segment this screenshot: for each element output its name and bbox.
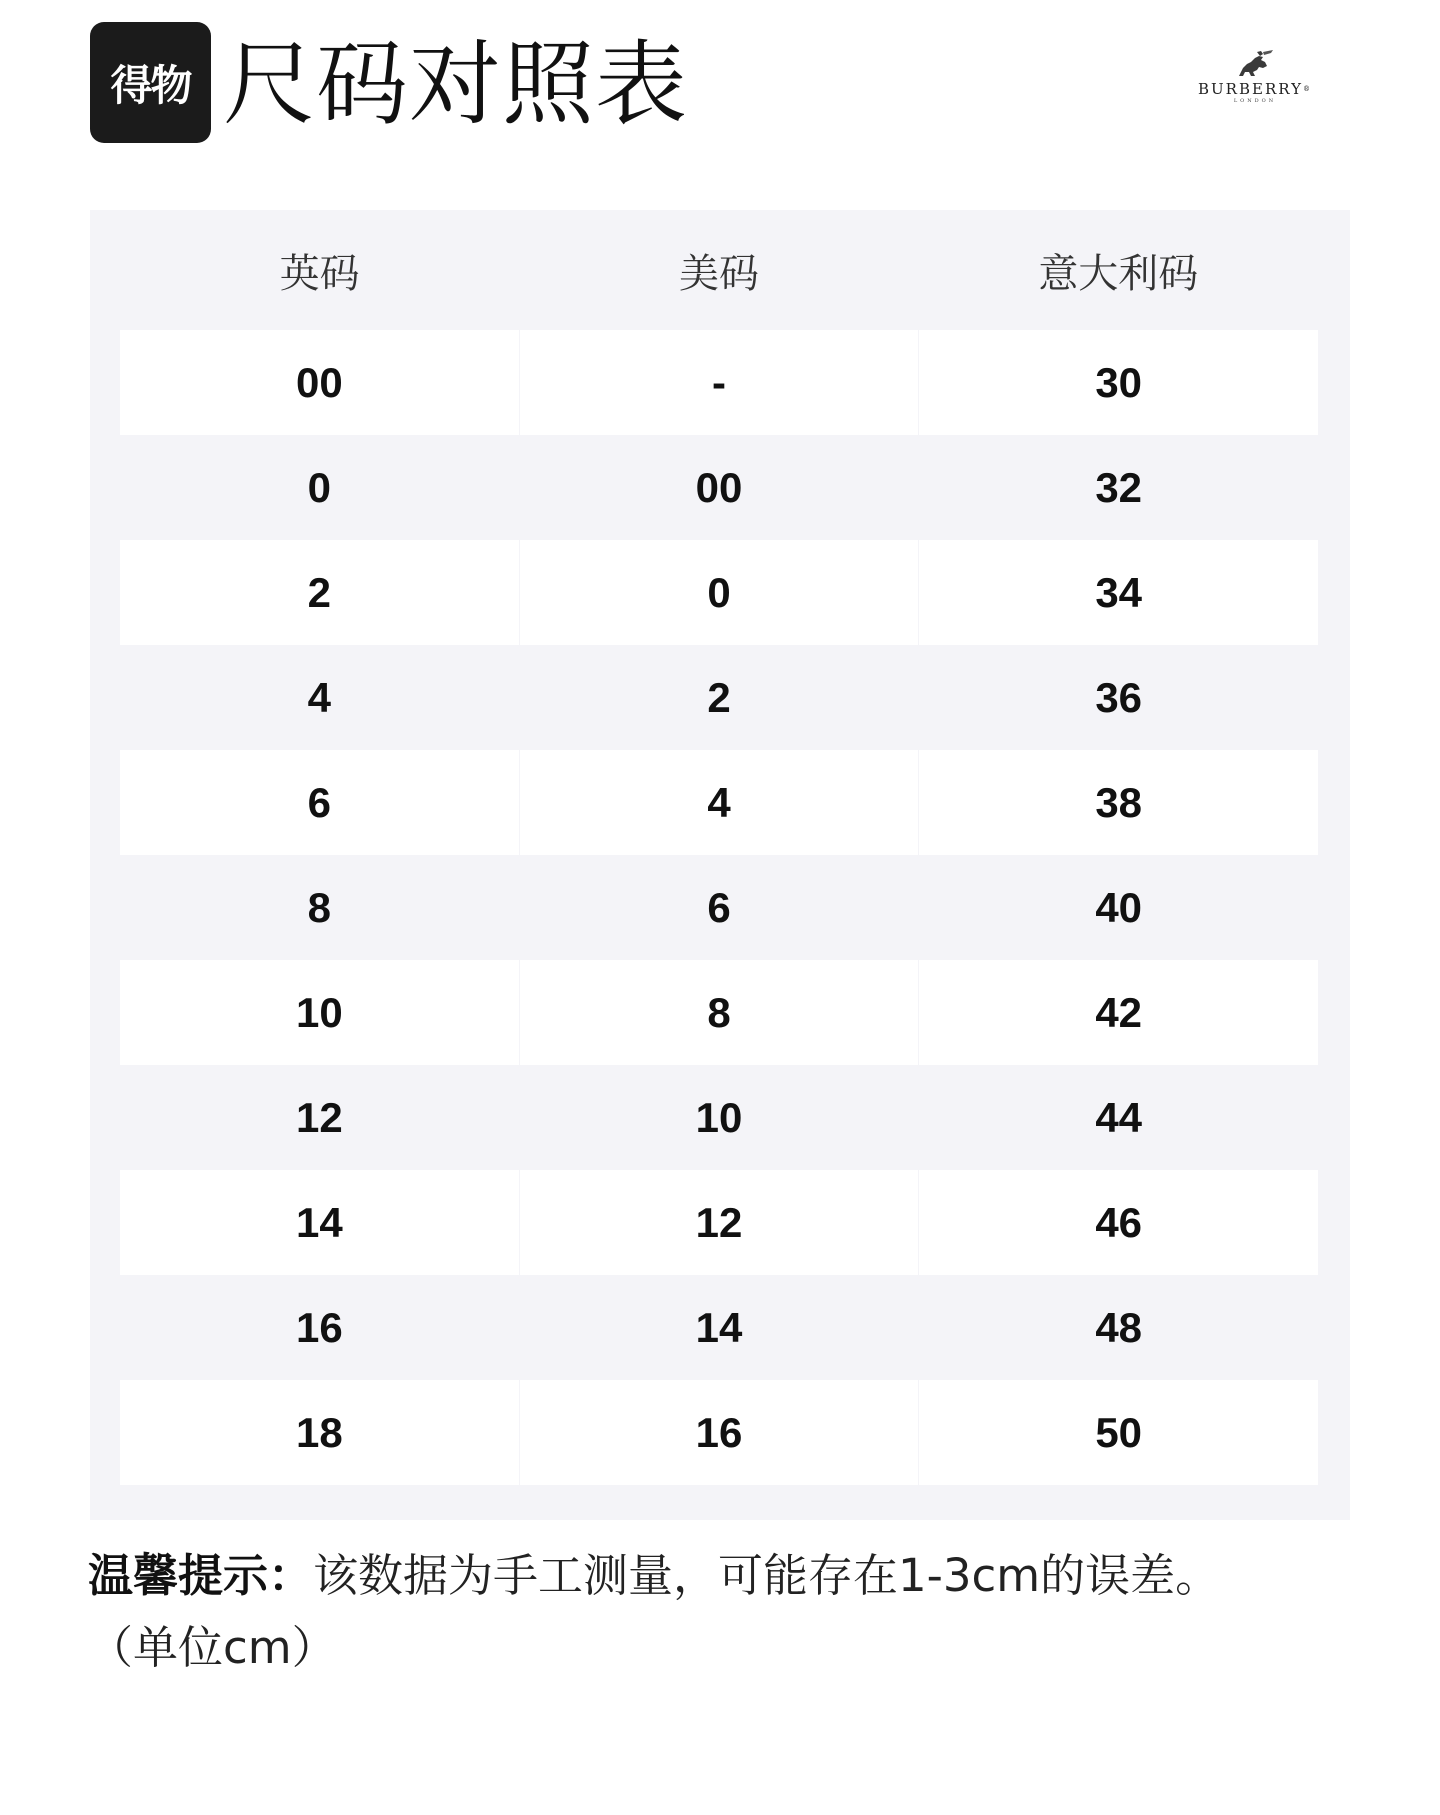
- table-body: [120, 330, 1318, 1485]
- cell-uk: 2: [120, 540, 519, 645]
- cell-uk: 14: [120, 1170, 519, 1275]
- cell-it: 30: [919, 330, 1318, 435]
- table-row: [120, 1380, 1318, 1485]
- brand-subtitle: LONDON: [1233, 98, 1277, 104]
- cell-us: 12: [520, 1170, 919, 1275]
- cell-uk: 18: [120, 1380, 519, 1485]
- cell-it: 42: [919, 960, 1318, 1065]
- table-row: [120, 1170, 1318, 1275]
- table-row: [120, 330, 1318, 435]
- cell-uk: 0: [307, 463, 332, 511]
- cell-us: 4: [520, 750, 919, 855]
- cell-us: -: [520, 330, 919, 435]
- cell-it: 40: [1095, 883, 1143, 931]
- cell-it: 46: [919, 1170, 1318, 1275]
- cell-uk: 10: [120, 960, 519, 1065]
- app-logo-badge: [90, 22, 211, 143]
- cell-us: 10: [695, 1093, 743, 1141]
- table-row: [120, 645, 1318, 750]
- cell-us: 8: [520, 960, 919, 1065]
- size-chart-table: [90, 210, 1350, 1520]
- cell-it: 38: [919, 750, 1318, 855]
- table-row: [120, 855, 1318, 960]
- cell-us: 16: [520, 1380, 919, 1485]
- page-title: 尺码对照表: [223, 31, 689, 138]
- cell-uk: 16: [295, 1303, 343, 1351]
- cell-uk: 6: [120, 750, 519, 855]
- cell-it: 34: [919, 540, 1318, 645]
- cell-uk: 00: [120, 330, 519, 435]
- cell-it: 50: [919, 1380, 1318, 1485]
- cell-us: 2: [707, 673, 731, 721]
- app-logo-text: 得物: [110, 60, 191, 110]
- cell-uk: 4: [307, 673, 332, 721]
- equestrian-knight-icon: [1233, 50, 1277, 80]
- cell-us: 00: [695, 463, 743, 511]
- cell-us: 6: [707, 883, 731, 931]
- table-row: [120, 1065, 1318, 1170]
- table-header: [120, 210, 1318, 330]
- cell-it: 32: [1095, 463, 1143, 511]
- note-unit: （单位cm）: [88, 1621, 337, 1674]
- note-text: 该数据为手工测量，可能存在1-3cm的误差。: [313, 1549, 1221, 1602]
- note-label: 温馨提示：: [88, 1549, 314, 1602]
- table-row: [120, 960, 1318, 1065]
- column-header-it: 意大利码: [1038, 250, 1199, 297]
- measurement-note: [88, 1540, 1368, 1684]
- brand-name: BURBERRY: [1198, 80, 1303, 98]
- table-row: [120, 750, 1318, 855]
- table-row: [120, 540, 1318, 645]
- cell-it: 44: [1095, 1093, 1143, 1141]
- column-header-us: 美码: [678, 250, 759, 297]
- table-row: [120, 1275, 1318, 1380]
- column-header-uk: 英码: [279, 250, 360, 297]
- cell-uk: 12: [295, 1093, 343, 1141]
- registered-mark: ®: [1302, 85, 1312, 93]
- cell-it: 48: [1095, 1303, 1143, 1351]
- table-row: [120, 435, 1318, 540]
- cell-uk: 8: [307, 883, 332, 931]
- brand-logo: [1180, 50, 1330, 140]
- cell-us: 14: [695, 1303, 743, 1351]
- cell-it: 36: [1095, 673, 1143, 721]
- cell-us: 0: [520, 540, 919, 645]
- page-header: [90, 22, 1350, 152]
